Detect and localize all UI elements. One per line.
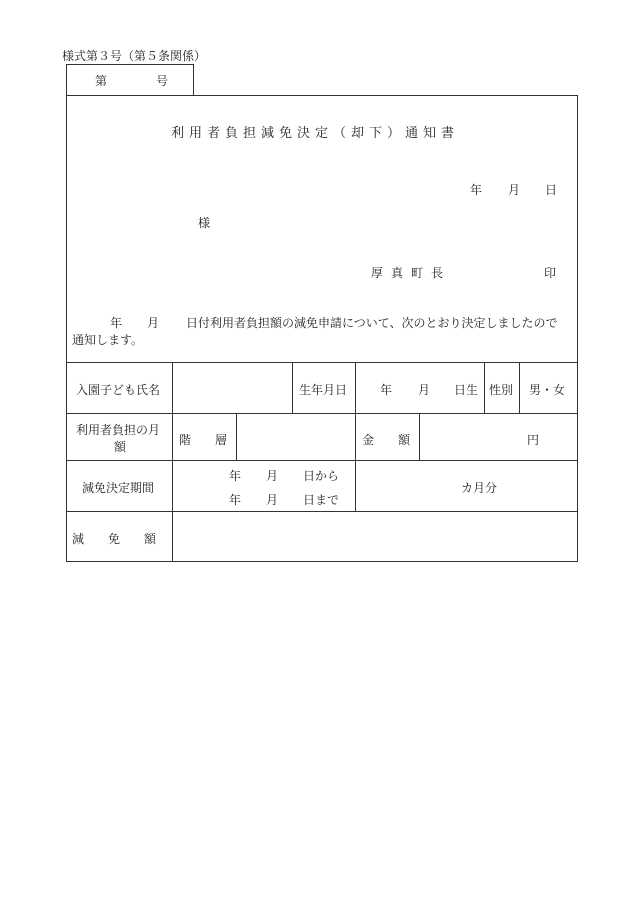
document-title: 利用者負担減免決定（却下）通知書: [170, 126, 459, 141]
gender-label: 性別: [489, 383, 514, 397]
date-month: 月: [508, 183, 521, 197]
from-month: 月: [266, 469, 279, 483]
notice-line-2: 通知します。: [72, 333, 144, 347]
monthly-burden-label-2: 額: [114, 440, 127, 454]
birth-year: 年: [380, 383, 393, 397]
amount-label: 金 額: [362, 433, 411, 447]
number-box-top: [66, 64, 194, 65]
form-right-border: [577, 95, 578, 562]
notice-month: 月: [147, 316, 160, 330]
row1-gender-left: [484, 362, 485, 413]
child-name-label: 入園子ども氏名: [76, 383, 161, 397]
date-year: 年: [470, 183, 483, 197]
notice-year: 年: [110, 316, 123, 330]
issuer-name: 厚真町長: [371, 266, 452, 280]
birth-day: 日生: [454, 383, 479, 397]
row2-amount-right: [419, 413, 420, 460]
form-type-label: 様式第３号（第５条関係）: [62, 49, 207, 63]
monthly-burden-label-1: 利用者負担の月: [76, 423, 161, 437]
form-bottom-border: [66, 561, 578, 562]
tier-label: 階 層: [179, 433, 228, 447]
notice-line-1: 日付利用者負担額の減免申請について、次のとおり決定しましたので: [186, 316, 558, 330]
reduction-amount-label: 減 免 額: [72, 532, 157, 546]
number-go: 号: [156, 74, 169, 88]
tier-value[interactable]: [237, 414, 355, 460]
period-label: 減免決定期間: [82, 481, 155, 495]
table-top-line: [66, 362, 578, 363]
child-name-value[interactable]: [173, 363, 292, 413]
gender-options[interactable]: 男・女: [529, 383, 566, 397]
addressee-suffix: 様: [198, 216, 211, 230]
to-day: 日まで: [303, 493, 340, 507]
row1-gender-right: [519, 362, 520, 413]
seal-mark: 印: [544, 266, 557, 280]
birthdate-label: 生年月日: [299, 383, 348, 397]
form-top-border: [66, 95, 578, 96]
row1-birthdate-right: [355, 362, 356, 511]
to-year: 年: [229, 493, 242, 507]
row1-birthdate-left: [292, 362, 293, 413]
to-month: 月: [266, 493, 279, 507]
yen-unit: 円: [527, 433, 540, 447]
number-box-right: [193, 64, 194, 95]
months-count-label: カ月分: [461, 481, 498, 495]
number-dai: 第: [95, 74, 108, 88]
from-day: 日から: [303, 469, 340, 483]
row2-bottom-line: [66, 460, 578, 461]
date-day: 日: [545, 183, 558, 197]
reduction-amount-value[interactable]: [173, 512, 577, 561]
birth-month: 月: [418, 383, 431, 397]
from-year: 年: [229, 469, 242, 483]
